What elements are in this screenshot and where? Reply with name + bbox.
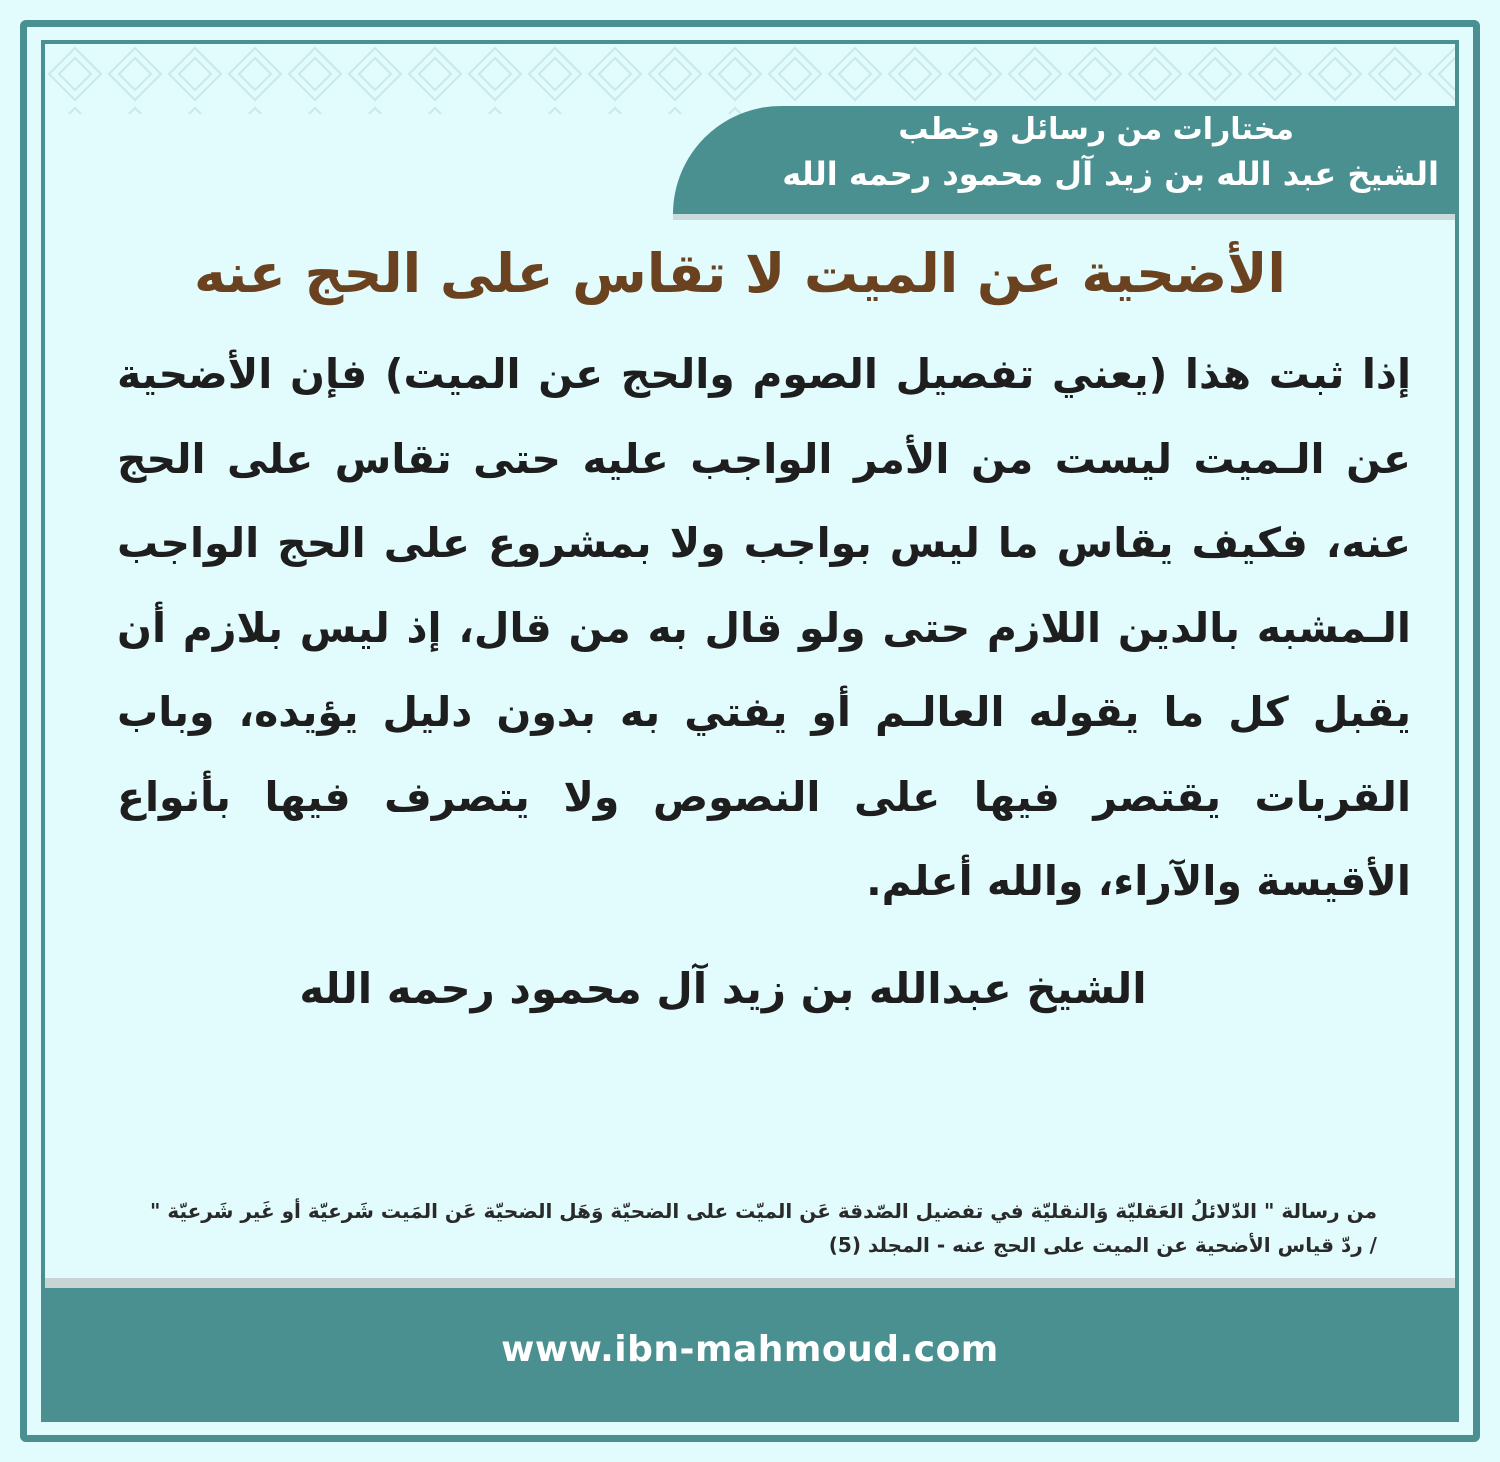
header-author: الشيخ عبد الله بن زيد آل محمود رحمه الله — [782, 155, 1439, 193]
source-citation: من رسالة " الدّلائلُ العَقليّة وَالنقليّة في تفضيل الصّدقة عَن الميّت على الضحيّة وَهَل الضحيّة عَن المَيت شَرعيّة أو غَير شَرعيّة " / ردّ قياس الأضحية عن الميت على الحج عنه - المجلد (5) — [149, 1199, 1377, 1257]
website-link[interactable]: www.ibn-mahmoud.com — [501, 1328, 999, 1370]
inner-frame — [41, 40, 1459, 1422]
signature: الشيخ عبدالله بن زيد آل محمود رحمه الله — [299, 964, 1147, 1013]
header-band — [673, 106, 1455, 214]
arabesque-pattern — [45, 44, 1455, 114]
footer-band — [45, 1278, 1455, 1418]
header-series-title: مختارات من رسائل وخطب — [898, 112, 1294, 147]
page-title: الأضحية عن الميت لا تقاس على الحج عنه — [194, 242, 1286, 305]
body-paragraph: إذا ثبت هذا (يعني تفصيل الصوم والحج عن الميت) فإن الأضحية عن الـميت ليست من الأمر الواجب عليه حتى تقاس على الحج عنه، فكيف يقاس ما ليس بواجب ولا بمشروع على الحج الواجب الـمشبه بالدين اللازم حتى ولو قال به من قال، إذ ليس بلازم أن يقبل كل ما يقوله العالـم أو يفتي به بدون دليل يؤيده، وباب القربات يقتصر فيها على النصوص ولا يتصرف فيها بأنواع الأقيسة والآراء، والله أعلم. — [117, 350, 1411, 905]
outer-frame — [20, 20, 1480, 1442]
